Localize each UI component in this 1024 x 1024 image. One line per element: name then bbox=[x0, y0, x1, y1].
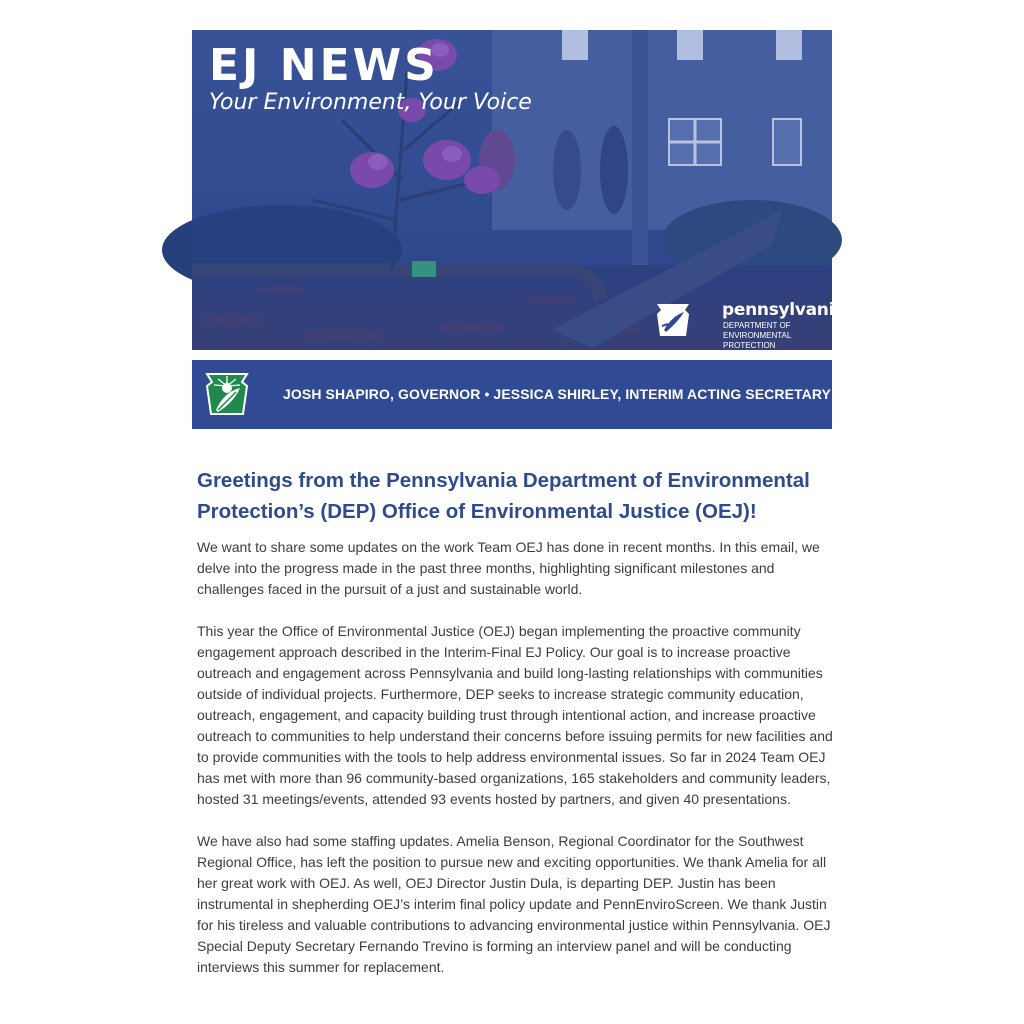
keystone-icon bbox=[654, 302, 692, 338]
engagement-paragraph: This year the Office of Environmental Justice (OEJ) began implementing the proactive community engagement approach described in the Interim-Final EJ Policy. Our goal is to increase proactive outreach and engagement across Pennsylvania and build long-lasting relationships with communities outside of individual projects. Furthermore, DEP seeks to increase strategic community education, outreach, engagement, and capacity building trust through intentional action, and increase proactive outreach to communities to help understand their concerns before issuing permits for new facilities and to provide communities with the tools to help address environmental issues. So far in 2024 Team OEJ has met with more than 96 community-based organizations, 165 stakeholders and community leaders, hosted 31 meetings/events, attended 93 events hosted by partners, and given 40 presentations. bbox=[197, 623, 833, 807]
logo-dept-text: DEPARTMENT OF ENVIRONMENTAL PROTECTION bbox=[723, 321, 792, 350]
newsletter-tagline: Your Environment, Your Voice bbox=[209, 90, 532, 115]
governor-secretary-text: JOSH SHAPIRO, GOVERNOR • JESSICA SHIRLEY, INTERIM ACTING SECRETARY bbox=[283, 386, 831, 402]
staffing-paragraph: We have also had some staffing updates. Amelia Benson, Regional Coordinator for the Southwest Regional Office, has left the position to pursue new and exciting opportunities. We thank Amelia for all her great work with OEJ. As well, OEJ Director Justin Dula, is departing DEP. Justin has been instrumental in shepherding OEJ’s interim final policy update and PennEnviroScreen. We thank Justin for his tireless and valuable contributions to advancing environmental justice within Pennsylvania. OEJ Special Deputy Secretary Fernando Trevino is forming an interview panel and will be conducting interviews this summer for replacement. bbox=[197, 833, 831, 975]
logo-brand-text: pennsylvania bbox=[722, 300, 846, 320]
governor-bar bbox=[192, 360, 832, 429]
newsletter-title: EJ NEWS bbox=[209, 40, 439, 91]
greeting-heading: Greetings from the Pennsylvania Department of Environmental Protection’s (DEP) Office of Environmental Justice (OEJ)! bbox=[197, 469, 810, 523]
article-body bbox=[192, 429, 833, 978]
newsletter bbox=[192, 0, 846, 978]
intro-paragraph: We want to share some updates on the work Team OEJ has done in recent months. In this email, we delve into the progress made in the past three months, highlighting significant milestones and challenges faced in the pursuit of a just and sustainable world. bbox=[197, 539, 820, 597]
hero-banner bbox=[192, 30, 846, 350]
pa-dep-logo[interactable] bbox=[654, 300, 846, 350]
keystone-logo-icon bbox=[202, 370, 252, 418]
